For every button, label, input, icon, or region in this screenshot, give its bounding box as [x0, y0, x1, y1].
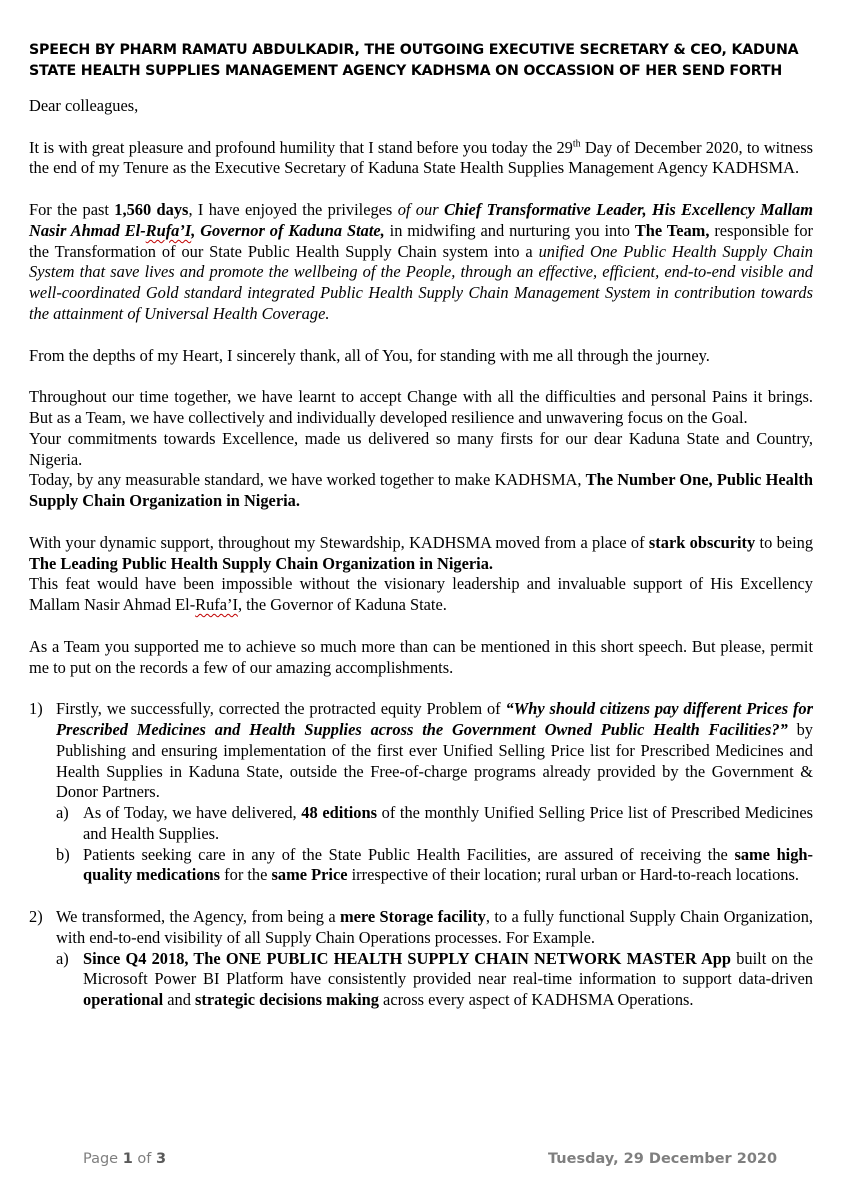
speech-title: SPEECH BY PHARM RAMATU ABDULKADIR, THE OUTGOING EXECUTIVE SECRETARY & CEO, KADUNA STATE HEALTH SUPPLIES MANAGEMENT AGENCY KADHSMA ON OCCASSION OF HER SEND FORTH	[29, 42, 799, 79]
paragraph-intro: It is with great pleasure and profound humility that I stand before you today the 29th Day of December 2020, to witness the end of my Tenure as the Executive Secretary of Kaduna State Health Supplies Management Agency KADHSMA.	[29, 137, 813, 178]
footer-date: Tuesday, 29 December 2020	[548, 1151, 778, 1167]
paragraph-feat: This feat would have been impossible without the visionary leadership and invaluable support of His Excellency Mallam Nasir Ahmad El-Rufa’I, the Governor of Kaduna State.	[29, 574, 813, 615]
paragraph-thanks: From the depths of my Heart, I sincerely thank, all of You, for standing with me all through the journey.	[29, 345, 710, 365]
page-footer	[0, 1151, 853, 1173]
paragraph-privileges: For the past 1,560 days, I have enjoyed the privileges of our Chief Transformative Leader, His Excellency Mallam Nasir Ahmad El-Rufa’I, Governor of Kaduna State, in midwifing and nurturing you into The Team, responsible for the Transformation of our State Public Health Supply Chain system into a unified One Public Health Supply Chain System that save lives and promote the wellbeing of the People, through an effective, efficient, end-to-end visible and well-coordinated Gold standard integrated Public Health Supply Chain Management System in contribution towards the attainment of Universal Health Coverage.	[29, 199, 814, 323]
list-item-1a: a) As of Today, we have delivered, 48 editions of the monthly Unified Selling Price list of Prescribed Medicines and Health Supplies.	[56, 803, 814, 843]
spellcheck-underline: Rufa’I	[145, 220, 192, 240]
list-item-1b: b) Patients seeking care in any of the State Public Health Facilities, are assured of receiving the same high-quality medications for the same Price irrespective of their location; rural urban or Hard-to-reach locations.	[56, 844, 814, 885]
paragraph-commitments: Your commitments towards Excellence, made us delivered so many firsts for our dear Kaduna State and Country, Nigeria.	[29, 428, 813, 469]
paragraph-number-one: Today, by any measurable standard, we have worked together to make KADHSMA, The Number One, Public Health Supply Chain Organization in Nigeria.	[29, 470, 814, 511]
salutation: Dear colleagues,	[29, 96, 139, 115]
page-number: Page 1 of 3	[83, 1151, 167, 1167]
paragraph-accomplishments: As a Team you supported me to achieve so much more than can be mentioned in this short speech. But please, permit me to put on the records a few of our amazing accomplishments.	[29, 636, 813, 677]
paragraph-stewardship: With your dynamic support, throughout my Stewardship, KADHSMA moved from a place of stark obscurity to being The Leading Public Health Supply Chain Organization in Nigeria.	[29, 532, 814, 573]
paragraph-change: Throughout our time together, we have learnt to accept Change with all the difficulties and personal Pains it brings. But as a Team, we have collectively and individually developed resilience and unwavering focus on the Goal.	[29, 387, 813, 427]
document-page	[29, 40, 813, 1011]
list-item-2a: a) Since Q4 2018, The ONE PUBLIC HEALTH SUPPLY CHAIN NETWORK MASTER App built on the Microsoft Power BI Platform have consistently provided near real-time information to support data-driven operational and strategic decisions making across every aspect of KADHSMA Operations.	[56, 948, 813, 1010]
list-item-2: 2) We transformed, the Agency, from being a mere Storage facility, to a fully functional Supply Chain Organization, with end-to-end visibility of all Supply Chain Operations processes. For Example.	[29, 907, 813, 947]
list-item-1: 1) Firstly, we successfully, corrected the protracted equity Problem of “Why should citizens pay different Prices for Prescribed Medicines and Health Supplies across the Government Owned Public Health Facilities?” by Publishing and ensuring implementation of the first ever Unified Selling Price list for Prescribed Medicines and Health Supplies in Kaduna State, outside the Free-of-charge programs already provided by the Government & Donor Partners.	[29, 699, 813, 802]
spellcheck-underline: Rufa’I	[195, 595, 238, 615]
